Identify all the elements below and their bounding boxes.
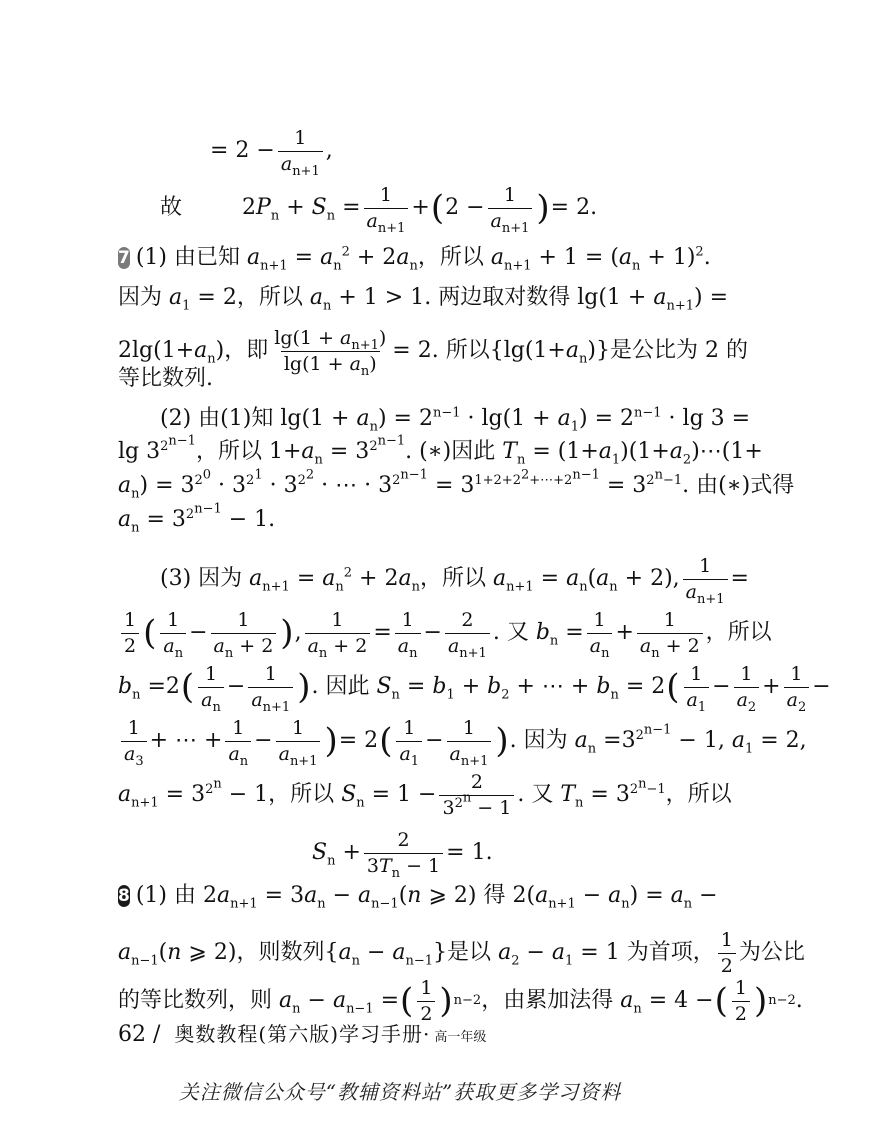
grade-label: 高一年级: [434, 1030, 487, 1045]
problem8-line: 8 (1) 由 $2a_{n+1} = 3a_n - a_{n-1}(n$ ⩾ 2) 得 $2(a_{n+1} - a_n) = a_n$ −: [118, 883, 718, 912]
problem7-line: $b_n =2$ ( $\frac{1}{a_n}$ − $\frac{1}{a_{n+1}}$ ) . 因此 $S_n = b_1 + b_2$ + ⋯ + $b_n = 2$ ( $\frac{1}{a_1}$ − $\frac{1}{a_2}$ + $\frac{1}{a_2}$ −: [118, 663, 831, 715]
equation-line: 故 $2P_n + S_n$ = $\frac{1}{a_{n+1}}$ + ( 2 − $\frac{1}{a_{n+1}}$ ) = 2.: [160, 184, 598, 236]
problem8-line: 的等比数列，则 $a_n - a_{n-1}$ = ( $\frac{1}{2}$ ) n−2 ，由累加法得 $a_n = 4$ − ( $\frac{1}{2}$ ) n−2 .: [118, 977, 803, 1025]
equation-line: = 2 − $\frac{1}{a_{n+1}}$ ,: [210, 127, 333, 179]
watermark-text: 关注微信公众号“教辅资料站”获取更多学习资料: [178, 1080, 622, 1104]
problem7-line: 7 (1) 由已知 $a_{n+1} = a_n^2 + 2a_n$ ，所以 $a_{n+1} + 1 = (a_n + 1)^2$.: [118, 244, 711, 274]
problem7-line: $a_n) = 3^{2^0} \cdot 3^{2^1} \cdot 3^{2^2}$ · ⋯ · $3^{2^{n-1}} = 3^{1+2+2^2+\cdots+2^{n-1}} = 3^{2^n-1}$. 由(∗)式得: [118, 467, 795, 502]
problem8-badge: 8: [118, 885, 130, 906]
book-title: 奥数教程(第六版)学习手册·: [174, 1022, 431, 1046]
text-gu: 故: [160, 195, 183, 221]
problem7-line: $a_n = 3^{2^{n-1}} - 1$.: [118, 501, 276, 536]
page-number: 62 /: [118, 1022, 161, 1047]
equation-line: $S_n$ + $\frac{2}{3T_n - 1}$ = 1.: [312, 829, 493, 881]
page-footer: [118, 1018, 486, 1047]
problem7-line: $\frac{1}{2}$ ( $\frac{1}{a_n}$ − $\frac{1}{a_n + 2}$ ) , $\frac{1}{a_n + 2}$ = $\frac{1}{a_n}$ − $\frac{2}{a_{n+1}}$ . 又 $b_n$ = $\frac{1}{a_n}$ + $\frac{1}{a_n + 2}$ ，所以: [118, 610, 688, 657]
problem7-line: $a_{n+1} = 3^{2^n} - 1$ ，所以 $S_n = 1$ − $\frac{2}{3^{2^n} - 1}$ . 又 $T_n = 3^{2^n-1}$ ，所以: [118, 771, 732, 819]
problem8-line: $a_{n-1}(n$ ⩾ 2) ，则数列 $\{a_n - a_{n-1}\}$ 是以 $a_2 - a_1 = 1$ 为首项， $\frac{1}{2}$ 为公比: [118, 929, 805, 977]
problem7-line: 等比数列.: [118, 366, 213, 391]
problem7-badge: 7: [118, 247, 130, 268]
problem7-line: $\frac{1}{a_3}$ + ⋯ + $\frac{1}{a_n}$ − $\frac{1}{a_{n+1}}$ ) = 2 ( $\frac{1}{a_1}$ − $\frac{1}{a_{n+1}}$ ) . 因为 $a_n =3^{2^{n-1}} - 1$, $a_1 = 2$,: [118, 718, 688, 765]
problem7-line: (3) 因为 $a_{n+1} = a_n^2 + 2a_n$ ，所以 $a_{n+1} = a_n(a_n + 2)$, $\frac{1}{a_{n+1}}$ =: [160, 555, 749, 607]
problem7-line: $\lg 3^{2^{n-1}}$ ，所以 $1+a_n = 3^{2^{n-1}}$. (∗)因此 $T_n$ = $(1+a_1)(1+a_2)\cdots(1+$: [118, 433, 763, 468]
problem7-line: 因为 $a_1 = 2$ ，所以 $a_n + 1 > 1$. 两边取对数得 $\lg(1 + a_{n+1})$ =: [118, 285, 729, 314]
problem7-line: $2\lg(1+a_n)$ ，即 $\frac{\lg(1 + a_{n+1})}{\lg(1 + a_n)}$ = 2. 所以 $\{\lg(1+a_n)\}$ 是公比为 2 的: [118, 327, 748, 379]
problem7-line: (2) 由(1)知 $\lg(1 + a_n) = 2^{n-1} \cdot \lg(1 + a_1) = 2^{n-1} \cdot \lg 3$ =: [160, 405, 751, 435]
